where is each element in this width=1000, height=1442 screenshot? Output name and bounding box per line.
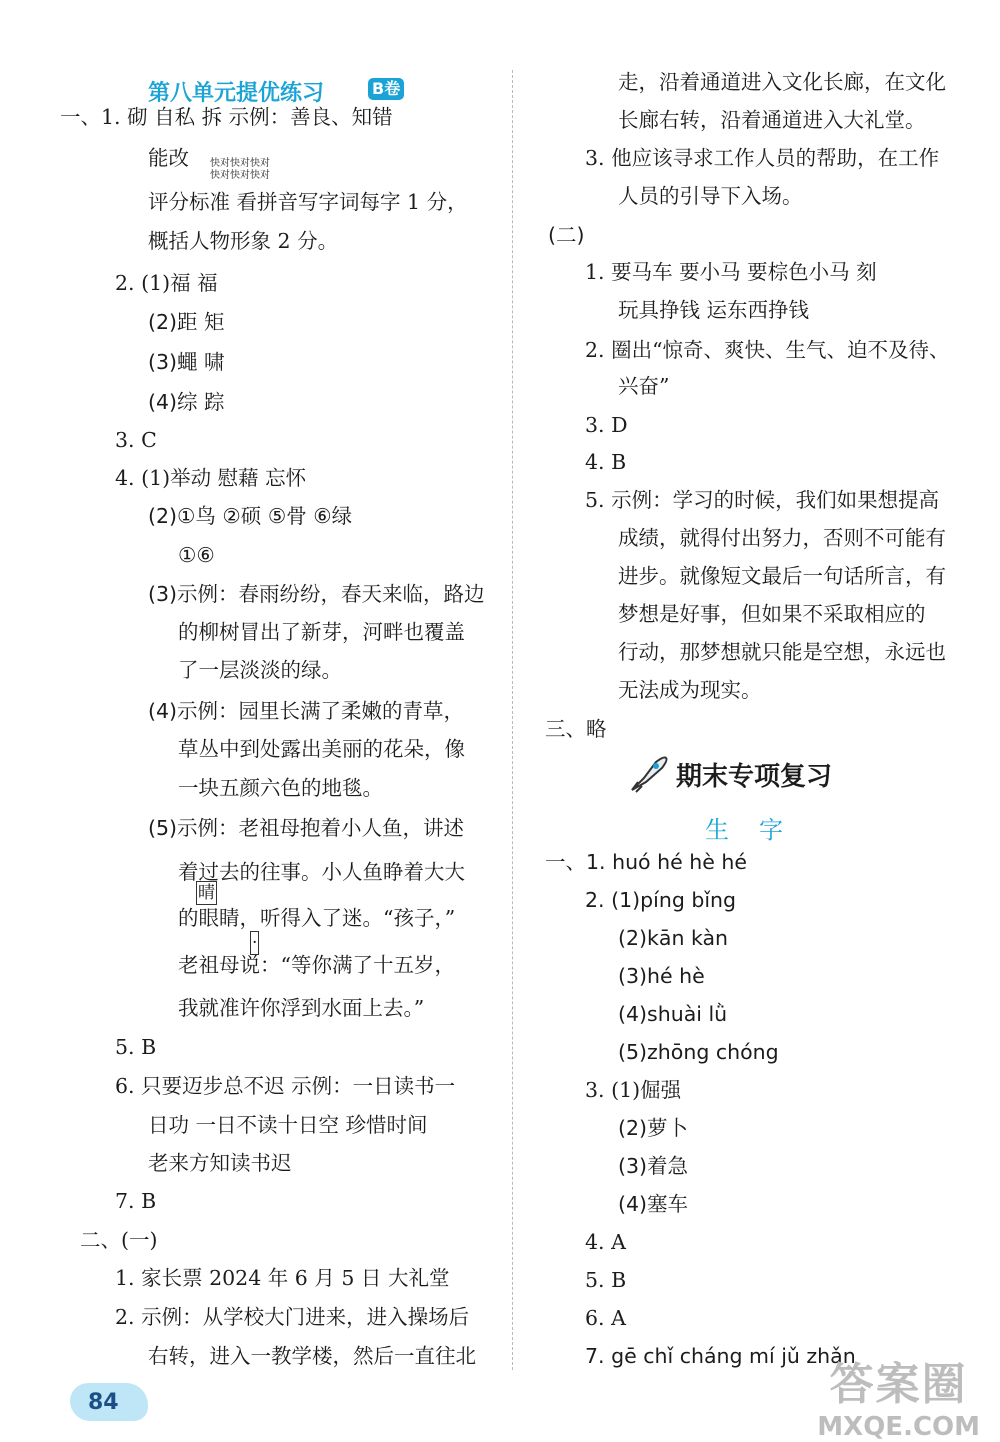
left-answer-line: 草丛中到处露出美丽的花朵，像 bbox=[178, 737, 465, 761]
left-answer-line: (2)①鸟 ②硕 ⑤骨 ⑥绿 bbox=[148, 504, 353, 528]
left-answer-line: 概括人物形象 2 分。 bbox=[148, 229, 339, 253]
review-answer-line: (4)shuài lǜ bbox=[618, 1002, 728, 1026]
right-answer-line: 兴奋” bbox=[618, 374, 670, 398]
sub-title: 生字 bbox=[705, 816, 813, 844]
page-number: 84 bbox=[88, 1390, 119, 1415]
review-answer-line: (3)hé hè bbox=[618, 964, 705, 988]
review-answer-line: 2. (1)píng bǐng bbox=[585, 888, 737, 912]
left-answer-line: 老祖母说：“等你满了十五岁， bbox=[178, 953, 455, 977]
review-answer-line: 7. gē chǐ cháng mí jǔ zhǎn bbox=[585, 1344, 856, 1368]
watermark-logo: 答案圈 bbox=[829, 1359, 968, 1410]
right-answer-line: 3. D bbox=[585, 413, 628, 437]
review-answer-line: 一、1. huó hé hè hé bbox=[545, 850, 747, 874]
review-answer-line: (2)kān kàn bbox=[618, 926, 729, 950]
unit-title: 第八单元提优练习 bbox=[148, 81, 325, 106]
review-answer-line: (4)塞车 bbox=[618, 1192, 689, 1216]
right-answer-line: 无法成为现实。 bbox=[618, 678, 762, 702]
right-answer-line: 成绩，就得付出努力，否则不可能有 bbox=[618, 526, 946, 550]
left-answer-line: 5. B bbox=[115, 1035, 157, 1059]
unit-badge: B卷 bbox=[368, 78, 404, 100]
right-answer-line: 长廊右转，沿着通道进入大礼堂。 bbox=[618, 108, 926, 132]
left-answer-line: 一、1. 砌 自私 拆 示例：善良、知错 bbox=[60, 105, 393, 129]
right-answer-line: 梦想是好事，但如果不采取相应的 bbox=[618, 602, 926, 626]
left-answer-line: 的柳树冒出了新芽，河畔也覆盖 bbox=[178, 620, 465, 644]
left-answer-line: 的眼睛，听得入了迷。“孩子，” bbox=[178, 906, 456, 930]
right-answer-line: (二) bbox=[548, 223, 585, 247]
left-answer-line: 二、(一) bbox=[80, 1228, 158, 1252]
left-answer-line: 一块五颜六色的地毯。 bbox=[178, 776, 383, 800]
review-answer-line: (2)萝卜 bbox=[618, 1116, 689, 1140]
left-answer-line: (2)距 矩 bbox=[148, 310, 225, 334]
left-answer-line: 老来方知读书迟 bbox=[148, 1151, 292, 1175]
right-answer-line: 人员的引导下入场。 bbox=[618, 184, 803, 208]
section-title: 期末专项复习 bbox=[676, 762, 833, 792]
right-answer-line: 玩具挣钱 运东西挣钱 bbox=[618, 298, 810, 322]
right-answer-line: 4. B bbox=[585, 450, 627, 474]
review-answer-line: 6. A bbox=[585, 1306, 626, 1330]
left-answer-line: (4)综 踪 bbox=[148, 390, 225, 414]
left-answer-line: 6. 只要迈步总不迟 示例：一日读书一 bbox=[115, 1074, 456, 1098]
left-answer-line: (3)蠅 啸 bbox=[148, 350, 225, 374]
left-answer-line: 能改 bbox=[148, 146, 189, 170]
left-answer-line: 1. 家长票 2024 年 6 月 5 日 大礼堂 bbox=[115, 1266, 450, 1290]
correction-mark-b: · bbox=[252, 933, 258, 953]
margin-note-b: 快对快对快对 bbox=[210, 170, 270, 181]
right-answer-line: 进步。就像短文最后一句话所言，有 bbox=[618, 564, 946, 588]
right-answer-line: 走，沿着通道进入文化长廊，在文化 bbox=[618, 70, 946, 94]
review-answer-line: 3. (1)倔强 bbox=[585, 1078, 682, 1102]
right-answer-line: 2. 圈出“惊奇、爽快、生气、迫不及待、 bbox=[585, 338, 950, 362]
rocket-icon bbox=[626, 752, 670, 796]
right-answer-line: 1. 要马车 要小马 要棕色小马 刻 bbox=[585, 260, 877, 284]
right-answer-line: 三、略 bbox=[545, 717, 607, 741]
right-answer-line: 3. 他应该寻求工作人员的帮助，在工作 bbox=[585, 146, 940, 170]
review-answer-line: (5)zhōng chóng bbox=[618, 1040, 779, 1064]
left-answer-line: (4)示例：园里长满了柔嫩的青草， bbox=[148, 699, 465, 723]
correction-mark-a: 晴 bbox=[198, 883, 215, 903]
right-answer-line: 行动，那梦想就只能是空想，永远也 bbox=[618, 640, 946, 664]
review-answer-line: 4. A bbox=[585, 1230, 626, 1254]
left-answer-line: 评分标准 看拼音写字词每字 1 分， bbox=[148, 190, 468, 214]
watermark bbox=[817, 1348, 980, 1442]
left-answer-line: 我就准许你浮到水面上去。” bbox=[178, 996, 425, 1020]
left-answer-line: 日功 一日不读十日空 珍惜时间 bbox=[148, 1113, 428, 1137]
left-answer-line: 4. (1)举动 慰藉 忘怀 bbox=[115, 466, 307, 490]
left-answer-line: 2. 示例：从学校大门进来，进入操场后 bbox=[115, 1305, 470, 1329]
left-answer-line: (3)示例：春雨纷纷，春天来临，路边 bbox=[148, 582, 485, 606]
left-answer-line: (5)示例：老祖母抱着小人鱼，讲述 bbox=[148, 816, 465, 840]
right-answer-line: 5. 示例：学习的时候，我们如果想提高 bbox=[585, 488, 940, 512]
watermark-url: MXQE.COM bbox=[817, 1412, 980, 1442]
left-answer-line: 着过去的往事。小人鱼睁着大大 bbox=[178, 860, 465, 884]
left-answer-line: 2. (1)福 福 bbox=[115, 271, 218, 295]
column-divider bbox=[512, 70, 513, 1370]
review-answer-line: 5. B bbox=[585, 1268, 627, 1292]
left-answer-line: 右转，进入一教学楼，然后一直往北 bbox=[148, 1344, 476, 1368]
left-answer-line: 3. C bbox=[115, 428, 157, 452]
left-answer-line: ①⑥ bbox=[178, 543, 215, 567]
review-answer-line: (3)着急 bbox=[618, 1154, 689, 1178]
left-answer-line: 了一层淡淡的绿。 bbox=[178, 658, 342, 682]
left-answer-line: 7. B bbox=[115, 1189, 157, 1213]
margin-note-a: 快对快对快对 bbox=[210, 158, 270, 169]
